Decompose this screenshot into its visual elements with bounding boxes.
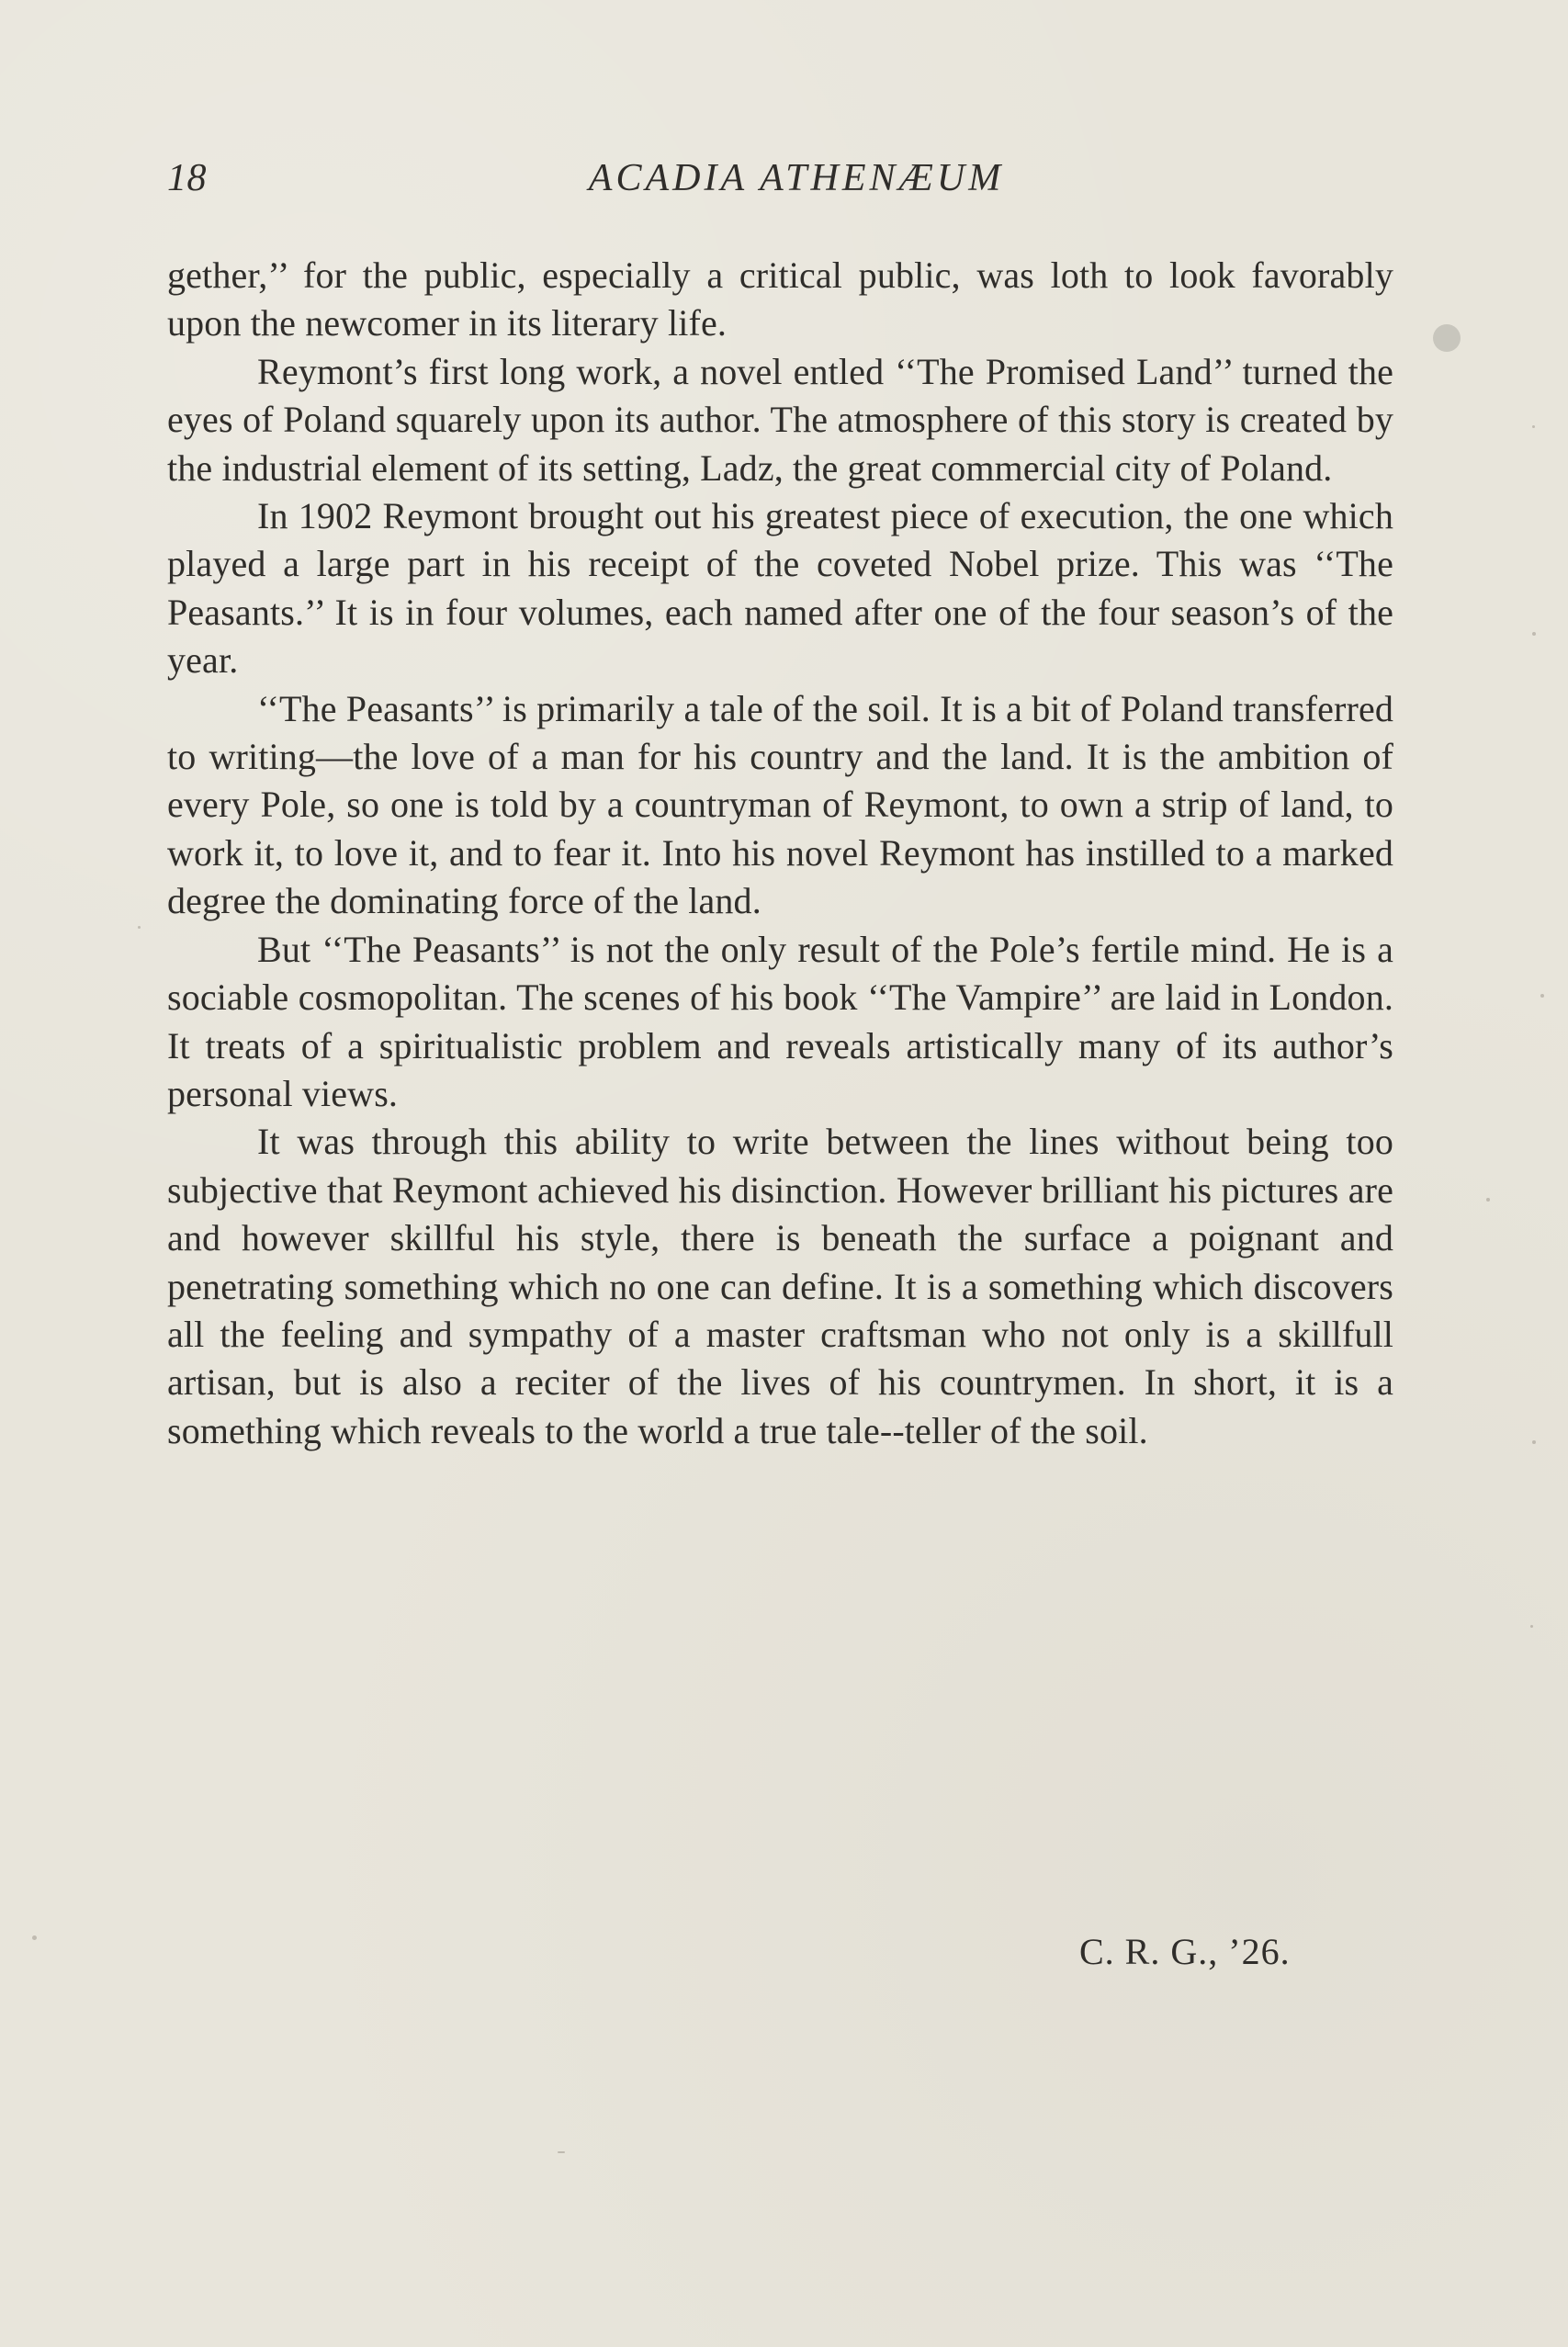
page-number: 18 xyxy=(167,157,207,199)
paper-speck xyxy=(32,1935,37,1940)
paper-speck xyxy=(1532,425,1535,428)
paper-speck xyxy=(1532,1440,1536,1444)
paper-speck xyxy=(1433,324,1461,352)
article-body xyxy=(167,252,1393,1455)
paragraph-the-peasants: In 1902 Reymont brought out his greatest piece of execution, the one which played a large part in his receipt of the coveted Nobel prize. This was ‘‘The Peasants.’’ It is in four volumes, each named after one of the four season’s of the year. xyxy=(167,495,1393,682)
running-title: ACADIA ATHENÆUM xyxy=(588,157,1005,199)
paper-speck xyxy=(558,2151,565,2153)
paragraph-tale-of-soil: ‘‘The Peasants’’ is primarily a tale of the soil. It is a bit of Poland transferred to writing—the love of a man for his country and the land. It is the ambition of every Pole, so one is told by a countryman of Reymont, to own a strip of land, to work it, to love it, and to fear it. Into his novel Reymont has instilled to a marked degree the dominating force of the land. xyxy=(167,687,1393,922)
paragraph-promised-land: Reymont’s first long work, a novel entled ‘‘The Promised Land’’ turned the eyes of Poland squarely upon its author. The atmosphere of this story is created by the industrial element of its setting, Ladz, the great commercial city of Poland. xyxy=(167,350,1393,489)
paragraph-conclusion: It was through this ability to write between the lines without being too subjective that Reymont achieved his disinction. However brilliant his pictures are and however skillful his style, there is beneath the surface a poignant and penetrating something which no one can define. It is a something which discovers all the feeling and sympathy of a master craftsman who not only is a skillfull artisan, but is also a reciter of the lives of his countrymen. In short, it is a something which reveals to the world a true tale--teller of the soil. xyxy=(167,1121,1393,1451)
paper-speck xyxy=(1530,1625,1533,1628)
paper-speck xyxy=(1540,994,1544,998)
paper-speck xyxy=(138,926,141,929)
paper-speck xyxy=(1486,1198,1490,1202)
paper-speck xyxy=(1532,632,1536,636)
page-header xyxy=(167,156,1393,211)
author-signature: C. R. G., ’26. xyxy=(1079,1931,1291,1972)
paragraph-the-vampire: But ‘‘The Peasants’’ is not the only result of the Pole’s fertile mind. He is a sociable cosmopolitan. The scenes of his book ‘‘The Vampire’’ are laid in London. It treats of a spiritualistic problem and reveals artistically many of its author’s personal views. xyxy=(167,928,1393,1114)
paragraph-continuation: gether,’’ for the public, especially a critical public, was loth to look favorably upon the newcomer in its literary life. xyxy=(167,254,1393,344)
